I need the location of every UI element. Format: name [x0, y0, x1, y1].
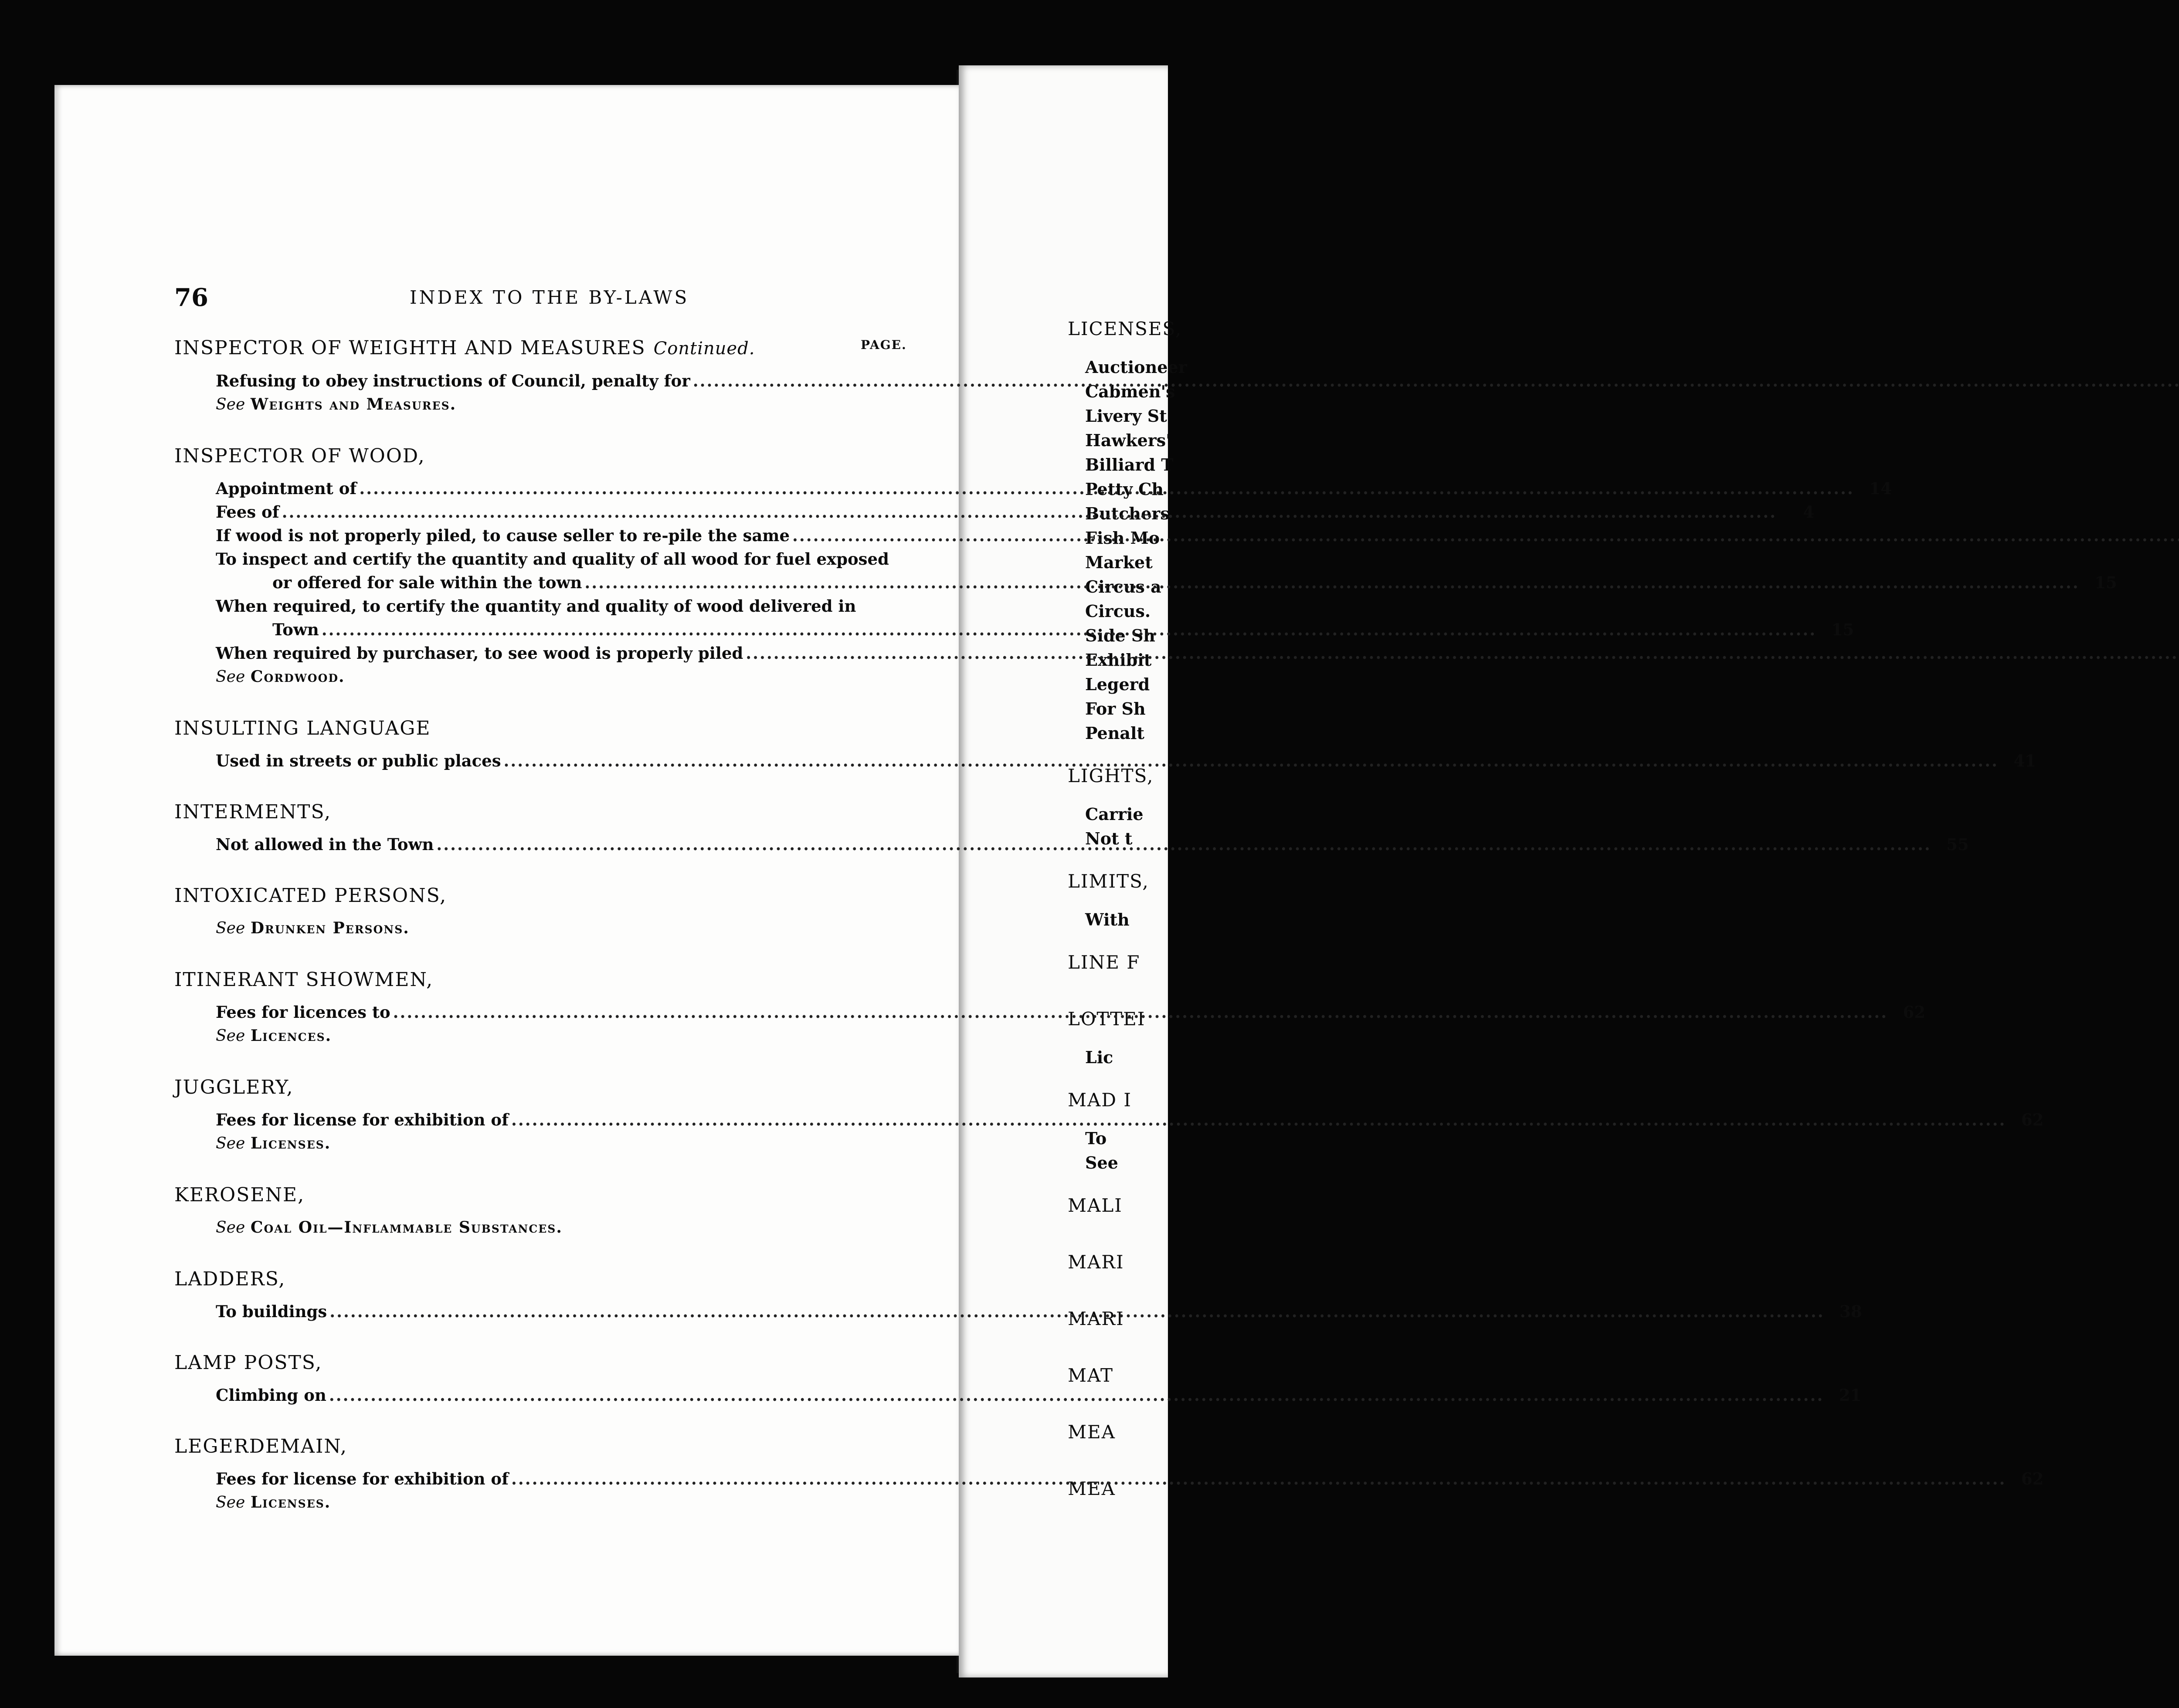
subitem-page: 38: [1840, 1302, 1862, 1321]
facing-subitem: See: [1085, 1153, 1118, 1173]
see-target: Cordwood.: [250, 668, 345, 686]
facing-subitem: For Sh: [1085, 699, 1146, 718]
subitem-line: [216, 641, 924, 665]
leader-dots: [746, 641, 2179, 665]
facing-subitem: Not t: [1085, 829, 1133, 848]
subitem-line: [216, 369, 924, 393]
subitem-text: To inspect and certify the quantity and quality of all wood for fuel exposed: [216, 549, 889, 569]
see-reference: [216, 1132, 924, 1156]
entry-heading: [174, 1075, 924, 1100]
subitem-text: Used in streets or public places: [216, 751, 501, 770]
facing-heading: LIGHTS,: [1068, 765, 1154, 786]
facing-page: [959, 65, 1187, 1678]
index-entry: [174, 336, 924, 417]
subitem-text: Appointment of: [216, 479, 357, 498]
see-target: Licences.: [250, 1027, 332, 1045]
subitem-text: Fees for license for exhibition of: [216, 1469, 509, 1488]
facing-subitem: Lic: [1085, 1047, 1113, 1067]
facing-subitem: Butchers: [1085, 504, 1170, 523]
entry-heading: [174, 1350, 924, 1376]
facing-subitem: Side Sh: [1085, 626, 1155, 645]
subitem-page: 15: [1831, 620, 1854, 639]
subitem-text: When required, to certify the quantity and quality of wood delivered in: [216, 596, 856, 616]
see-reference: [216, 393, 924, 417]
entry-subitems: [174, 1216, 924, 1240]
facing-subitem: With: [1085, 910, 1130, 929]
see-target: Licenses.: [250, 1134, 331, 1152]
see-word: See: [216, 1027, 245, 1045]
subitem-text: Fees for licences to: [216, 1003, 390, 1022]
facing-subitem: Circus a: [1085, 577, 1161, 596]
entry-subitems: [174, 1383, 1862, 1407]
facing-subitem: Fish Mo: [1085, 528, 1160, 548]
subitem-line: [216, 1108, 2044, 1132]
entry-heading-continued: Continued.: [653, 339, 755, 359]
facing-subitem: Exhibit: [1085, 650, 1152, 670]
page-column-label: PAGE.: [861, 338, 907, 352]
entry-heading: [174, 883, 924, 908]
facing-subitem: Hawkers': [1085, 430, 1171, 450]
subitem-text: When required by purchaser, to see wood is properly piled: [216, 644, 743, 663]
entry-heading-text: INSULTING LANGUAGE: [174, 717, 431, 739]
subitem-page: 15: [2094, 573, 2117, 592]
facing-heading: LICENSES,: [1068, 318, 1182, 339]
subitem-line: [216, 547, 924, 571]
subitem-text: Fees of: [216, 502, 279, 522]
leader-dots: [322, 618, 1816, 641]
see-target: Drunken Persons.: [250, 919, 410, 937]
leader-dots: [693, 369, 2179, 393]
see-word: See: [216, 1135, 245, 1152]
index-entry: [174, 883, 924, 940]
subitem-continuation: Town: [272, 620, 319, 639]
leader-dots: [511, 1108, 2006, 1132]
entry-heading-text: KEROSENE,: [174, 1184, 305, 1206]
entry-heading-text: INSPECTOR OF WEIGHTH AND MEASURES: [174, 337, 646, 359]
see-reference: [216, 1491, 924, 1515]
entry-heading: [174, 336, 924, 361]
index-entry: [174, 1183, 924, 1240]
see-word: See: [216, 1219, 245, 1237]
page-number: 76: [174, 283, 208, 312]
facing-subitem: Cabmen's: [1085, 382, 1175, 401]
subitem-line: [216, 1383, 1862, 1407]
facing-heading: LIMITS,: [1068, 871, 1149, 892]
facing-subitem: Carrie: [1085, 804, 1144, 824]
facing-subitem: Livery St: [1085, 406, 1167, 426]
leader-dots: [504, 749, 1999, 773]
leader-dots: [436, 833, 1931, 856]
facing-heading: MARI: [1068, 1251, 1124, 1273]
running-title: INDEX TO THE BY-LAWS: [410, 287, 689, 308]
facing-heading: MEA: [1068, 1478, 1116, 1499]
entry-subitems: [174, 749, 2036, 773]
subitem-page: 62: [2021, 1110, 2044, 1129]
leader-dots: [511, 1467, 2006, 1491]
see-target: Licenses.: [250, 1493, 331, 1511]
entry-heading-text: ITINERANT SHOWMEN,: [174, 969, 434, 991]
leader-dots: [282, 500, 1777, 524]
entry-heading-text: LADDERS,: [174, 1268, 286, 1290]
see-reference: [216, 665, 924, 689]
entry-heading-text: LAMP POSTS,: [174, 1352, 322, 1374]
facing-heading: MAT: [1068, 1365, 1114, 1386]
entry-heading-text: JUGGLERY,: [174, 1076, 294, 1098]
entry-heading-text: INSPECTOR OF WOOD,: [174, 445, 425, 467]
facing-heading: LINE F: [1068, 952, 1140, 973]
see-reference: [216, 916, 924, 940]
facing-subitem: Circus.: [1085, 601, 1151, 621]
see-word: See: [216, 919, 245, 937]
subitem-page: 14: [1869, 479, 1892, 498]
subitem-line: [216, 749, 2036, 773]
facing-subitem: Market: [1085, 552, 1153, 572]
entry-heading: [174, 716, 924, 741]
see-target: Weights and Measures.: [250, 395, 457, 413]
see-target: Coal Oil—Inflammable Substances.: [250, 1218, 563, 1237]
entry-heading: [174, 444, 924, 469]
entry-heading: [174, 1267, 924, 1292]
facing-heading: LOTTEI: [1068, 1008, 1146, 1030]
leader-dots: [393, 1000, 1888, 1024]
facing-heading: MARI: [1068, 1308, 1124, 1329]
facing-subitem: Auctioneer: [1085, 357, 1187, 377]
subitem-text: Climbing on: [216, 1386, 326, 1405]
entry-heading-text: INTOXICATED PERSONS,: [174, 884, 447, 907]
entry-heading-text: INTERMENTS,: [174, 801, 332, 823]
leader-dots: [792, 524, 2179, 547]
facing-page-index-list: [959, 65, 1187, 1678]
subitem-page: 41: [2013, 751, 2036, 770]
subitem-page: 55: [1946, 835, 1969, 854]
subitem-text: If wood is not properly piled, to cause seller to re-pile the same: [216, 526, 790, 545]
leader-dots: [329, 1383, 1824, 1407]
entry-heading: [174, 967, 924, 993]
entry-heading: [174, 1434, 924, 1459]
subitem-page: 4: [1803, 502, 1815, 522]
facing-subitem: Penalt: [1085, 723, 1144, 743]
subitem-page: 62: [2021, 1469, 2044, 1488]
entry-heading: [174, 1183, 924, 1208]
subitem-text: Refusing to obey instructions of Council, penalty for: [216, 371, 690, 390]
see-word: See: [216, 1494, 245, 1511]
facing-subitem: To: [1085, 1128, 1107, 1148]
see-reference: [216, 1216, 924, 1240]
see-word: See: [216, 668, 245, 686]
entry-heading: [174, 800, 924, 825]
entry-subitems: [174, 916, 924, 940]
subitem-text: To buildings: [216, 1302, 327, 1321]
see-reference: [216, 1024, 924, 1048]
subitem-line: [216, 594, 924, 618]
subitem-text: Fees for license for exhibition of: [216, 1110, 509, 1129]
subitem-text: Not allowed in the Town: [216, 835, 434, 854]
subitem-continuation: or offered for sale within the town: [272, 573, 582, 592]
facing-heading: MALI: [1068, 1195, 1123, 1216]
subitem-line: [216, 524, 924, 547]
leader-dots: [584, 571, 2079, 594]
entry-subitems: [174, 369, 924, 417]
facing-heading: MAD I: [1068, 1089, 1132, 1111]
entry-heading-text: LEGERDEMAIN,: [174, 1435, 348, 1457]
subitem-page: 62: [1903, 1003, 1926, 1022]
leader-dots: [359, 477, 1854, 500]
see-word: See: [216, 396, 245, 413]
facing-subitem: Legerd: [1085, 674, 1150, 694]
subitem-page: 21: [1839, 1386, 1862, 1405]
leader-dots: [329, 1300, 1824, 1323]
facing-subitem: Petty Ch: [1085, 479, 1164, 499]
facing-subitem: Billiard T: [1085, 455, 1174, 474]
facing-heading: MEA: [1068, 1421, 1116, 1443]
